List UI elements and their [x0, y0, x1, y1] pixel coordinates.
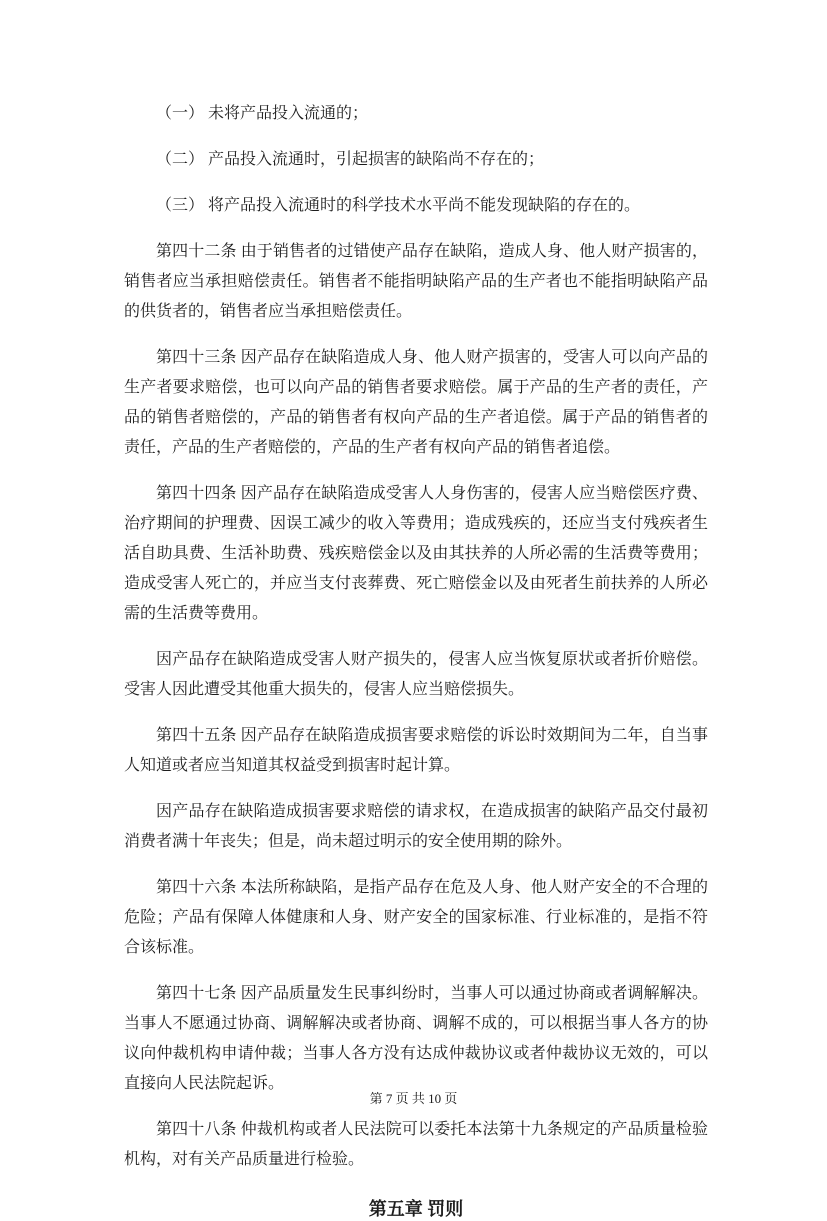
article-44-paragraph: 第四十四条 因产品存在缺陷造成受害人人身伤害的，侵害人应当赔偿医疗费、治疗期间的护理费、因误工减少的收入等费用；造成残疾的，还应当支付残疾者生活自助具费、生活补助费、残疾赔偿金以及由其扶养的人所必需的生活费等费用；造成受害人死亡的，并应当支付丧葬费、死亡赔偿金以及由死者生前扶养的人所必需的生活费等费用。 — [124, 485, 708, 622]
article-48-paragraph: 第四十八条 仲裁机构或者人民法院可以委托本法第十九条规定的产品质量检验机构，对有关产品质量进行检验。 — [124, 1121, 708, 1168]
chapter-heading: 第五章 罚则 — [368, 1199, 464, 1219]
document-body — [124, 99, 708, 1221]
article-46-paragraph: 第四十六条 本法所称缺陷，是指产品存在危及人身、他人财产安全的不合理的危险；产品有保障人体健康和人身、财产安全的国家标准、行业标准的，是指不符合该标准。 — [124, 879, 708, 956]
article-44-continuation-paragraph: 因产品存在缺陷造成受害人财产损失的，侵害人应当恢复原状或者折价赔偿。受害人因此遭受其他重大损失的，侵害人应当赔偿损失。 — [124, 651, 708, 698]
list-item-2: （二） 产品投入流通时，引起损害的缺陷尚不存在的； — [156, 151, 545, 168]
page-number-footer: 第 7 页 共 10 页 — [369, 1091, 458, 1106]
list-item-1: （一） 未将产品投入流通的； — [156, 105, 369, 122]
article-42-paragraph: 第四十二条 由于销售者的过错使产品存在缺陷，造成人身、他人财产损害的，销售者应当承担赔偿责任。销售者不能指明缺陷产品的生产者也不能指明缺陷产品的供货者的，销售者应当承担赔偿责任。 — [124, 243, 708, 320]
article-43-paragraph: 第四十三条 因产品存在缺陷造成人身、他人财产损害的，受害人可以向产品的生产者要求赔偿，也可以向产品的销售者要求赔偿。属于产品的生产者的责任，产品的销售者赔偿的，产品的销售者有权向产品的生产者追偿。属于产品的销售者的责任，产品的生产者赔偿的，产品的生产者有权向产品的销售者追偿。 — [124, 349, 708, 456]
list-item-3: （三） 将产品投入流通时的科学技术水平尚不能发现缺陷的存在的。 — [156, 197, 641, 214]
article-45-continuation-paragraph: 因产品存在缺陷造成损害要求赔偿的请求权，在造成损害的缺陷产品交付最初消费者满十年丧失；但是，尚未超过明示的安全使用期的除外。 — [124, 803, 708, 850]
article-47-paragraph: 第四十七条 因产品质量发生民事纠纷时，当事人可以通过协商或者调解解决。当事人不愿通过协商、调解解决或者协商、调解不成的，可以根据当事人各方的协议向仲裁机构申请仲裁；当事人各方没有达成仲裁协议或者仲裁协议无效的，可以直接向人民法院起诉。 — [124, 985, 708, 1092]
article-45-paragraph: 第四十五条 因产品存在缺陷造成损害要求赔偿的诉讼时效期间为二年，自当事人知道或者应当知道其权益受到损害时起计算。 — [124, 727, 708, 774]
